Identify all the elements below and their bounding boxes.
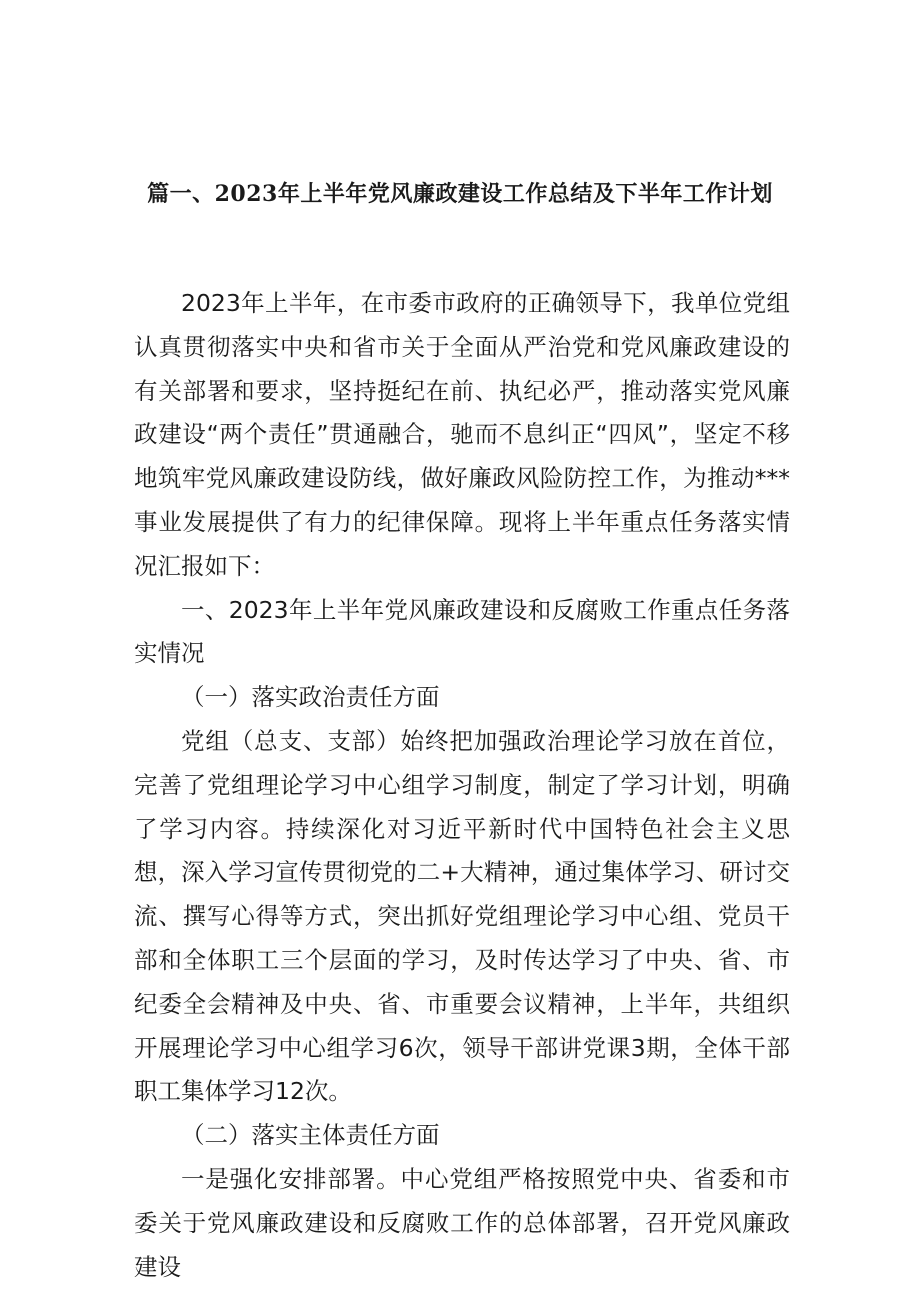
subsection-paragraph-1: 党组（总支、支部）始终把加强政治理论学习放在首位，完善了党组理论学习中心组学习制度，制定了学习计划，明确了学习内容。持续深化对习近平新时代中国特色社会主义思想，深入学习宣传贯彻党的二+大精神，通过集体学习、研讨交流、撰写心得等方式，突出抓好党组理论学习中心组、党员干部和全体职工三个层面的学习，及时传达学习了中央、省、市纪委全会精神及中央、省、市重要会议精神，上半年，共组织开展理论学习中心组学习6次，领导干部讲党课3期，全体干部职工集体学习12次。 [134, 726, 790, 1106]
intro-paragraph: 2023年上半年，在市委市政府的正确领导下，我单位党组认真贯彻落实中央和省市关于全面从严治党和党风廉政建设的有关部署和要求，坚持挺纪在前、执纪必严，推动落实党风廉政建设“两个责任”贯通融合，驰而不息纠正“四风”，坚定不移地筑牢党风廉政建设防线，做好廉政风险防控工作，为推动***事业发展提供了有力的纪律保障。现将上半年重点任务落实情况汇报如下： [134, 289, 790, 580]
document-title: 篇一、2023年上半年党风廉政建设工作总结及下半年工作计划 [147, 181, 773, 207]
section-heading-1: 一、2023年上半年党风廉政建设和反腐败工作重点任务落实情况 [134, 595, 790, 668]
subsection-heading-2: （二）落实主体责任方面 [181, 1121, 440, 1150]
subsection-heading-1: （一）落实政治责任方面 [181, 683, 440, 712]
document-body [134, 282, 790, 1289]
subsection-paragraph-2: 一是强化安排部署。中心党组严格按照党中央、省委和市委关于党风廉政建设和反腐败工作的总体部署，召开党风廉政建设 [134, 1164, 790, 1281]
